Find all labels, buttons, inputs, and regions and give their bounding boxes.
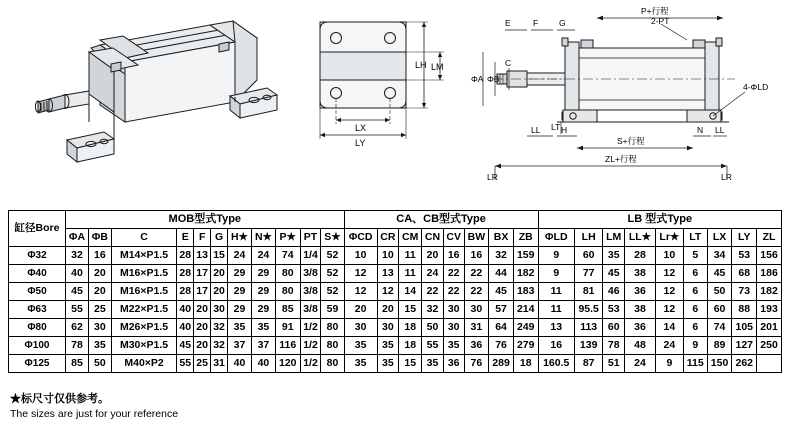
cell: 28 [624, 247, 655, 265]
dimension-table [8, 210, 782, 373]
cell: 85 [66, 355, 89, 373]
cell: 57 [489, 301, 514, 319]
cell: 30 [377, 319, 399, 337]
col-header-bx: BX [489, 229, 514, 247]
cell: 40 [251, 355, 275, 373]
table-row [9, 247, 782, 265]
table-row [9, 301, 782, 319]
cell: 36 [464, 337, 489, 355]
cell: 44 [489, 265, 514, 283]
cell: 16 [538, 337, 574, 355]
cell: 12 [655, 283, 683, 301]
cell: 201 [757, 319, 782, 337]
cell: 10 [344, 247, 377, 265]
col-header-phi-b: ΦB [88, 229, 111, 247]
cell: 13 [377, 265, 399, 283]
label-phi-b: ΦB [487, 74, 500, 84]
col-header-lx: LX [707, 229, 732, 247]
cell: 20 [211, 283, 228, 301]
cell: 35 [88, 337, 111, 355]
group-header-lb: LB 型式Type [538, 211, 781, 229]
cell: 17 [194, 265, 211, 283]
cell: 12 [655, 265, 683, 283]
col-header-f: F [194, 229, 211, 247]
cell: 32 [66, 247, 89, 265]
cell: 3/8 [300, 265, 321, 283]
cell: 17 [194, 283, 211, 301]
cell: 12 [377, 283, 399, 301]
cell: 80 [275, 283, 300, 301]
cell: 88 [732, 301, 757, 319]
cell: 60 [707, 301, 732, 319]
col-header-ll: LL★ [624, 229, 655, 247]
cell: 16 [464, 247, 489, 265]
table-row [9, 355, 782, 373]
cell: M26×P1.5 [111, 319, 177, 337]
cell: M14×P1.5 [111, 247, 177, 265]
cell: 262 [732, 355, 757, 373]
cell: 24 [422, 265, 444, 283]
cell: 22 [443, 265, 464, 283]
cell: 150 [707, 355, 732, 373]
cell: 60 [574, 247, 603, 265]
cell: 45 [66, 283, 89, 301]
cell: 50 [707, 283, 732, 301]
cell: 40 [227, 355, 251, 373]
col-header-cn: CN [422, 229, 444, 247]
specs-table [8, 210, 782, 373]
cell: 13 [538, 319, 574, 337]
cell: 81 [574, 283, 603, 301]
cell: 48 [624, 337, 655, 355]
cell: 116 [275, 337, 300, 355]
cell: 18 [399, 337, 422, 355]
cell: 38 [624, 301, 655, 319]
cell: 25 [88, 301, 111, 319]
cell: 9 [538, 265, 574, 283]
cell: 6 [683, 265, 707, 283]
label-g: G [559, 18, 566, 28]
cell: 45 [707, 265, 732, 283]
cell: 80 [321, 355, 344, 373]
cell: 45 [489, 283, 514, 301]
cell: 64 [489, 319, 514, 337]
label-e: E [505, 18, 511, 28]
cell: 34 [707, 247, 732, 265]
cell [757, 355, 782, 373]
col-header-zb: ZB [513, 229, 538, 247]
cell: 14 [399, 283, 422, 301]
cell: 3/8 [300, 301, 321, 319]
cell: 20 [422, 247, 444, 265]
col-header-cv: CV [443, 229, 464, 247]
cell: 24 [227, 247, 251, 265]
cell: 9 [683, 337, 707, 355]
col-header-ly: LY [732, 229, 757, 247]
cell: 78 [603, 337, 625, 355]
cell: 30 [464, 301, 489, 319]
cell: 76 [464, 355, 489, 373]
label-lh: LH [415, 60, 427, 70]
col-header-lt: LT [683, 229, 707, 247]
cell: 52 [321, 265, 344, 283]
table-group-header-row [9, 211, 782, 229]
col-header-p: P★ [275, 229, 300, 247]
label-4-phi-ld: 4-ΦLD [743, 82, 769, 92]
label-lr-left: LR [487, 172, 498, 182]
cell: 32 [422, 301, 444, 319]
label-zl-stroke: ZL+行程 [605, 154, 637, 164]
cell: 68 [732, 265, 757, 283]
cell: 28 [177, 283, 194, 301]
cell: 11 [538, 283, 574, 301]
cell: 78 [66, 337, 89, 355]
label-ll-right: LL [715, 125, 725, 135]
label-h: H [561, 125, 568, 135]
col-header-cr: CR [377, 229, 399, 247]
cell: M16×P1.5 [111, 283, 177, 301]
cell: 289 [489, 355, 514, 373]
cell: 183 [513, 283, 538, 301]
cell: 29 [251, 283, 275, 301]
cell: 12 [655, 301, 683, 319]
cell: 59 [321, 301, 344, 319]
cell: 22 [464, 283, 489, 301]
label-lx: LX [355, 123, 367, 133]
drawings-area [0, 0, 790, 205]
cell: 29 [251, 265, 275, 283]
col-header-h: H★ [227, 229, 251, 247]
cell: 113 [574, 319, 603, 337]
col-header-pt: PT [300, 229, 321, 247]
footnote [10, 392, 178, 422]
cell: 250 [757, 337, 782, 355]
cell: 35 [377, 337, 399, 355]
cell: 20 [211, 265, 228, 283]
cell: 32 [211, 319, 228, 337]
cell: 35 [422, 355, 444, 373]
label-lt: LT [551, 122, 561, 132]
cell: 105 [732, 319, 757, 337]
cell: 35 [344, 337, 377, 355]
label-phi-a: ΦA [471, 74, 484, 84]
cell: 53 [603, 301, 625, 319]
cell: 22 [464, 265, 489, 283]
table-body [9, 247, 782, 373]
cell: 16 [88, 247, 111, 265]
cell: 9 [655, 355, 683, 373]
cell: 30 [443, 319, 464, 337]
cell: 28 [177, 247, 194, 265]
cell: 45 [603, 265, 625, 283]
cell: 11 [538, 301, 574, 319]
cell: 35 [377, 355, 399, 373]
cell: 25 [194, 355, 211, 373]
cell: 12 [344, 265, 377, 283]
cell: 51 [603, 355, 625, 373]
cell: 1/2 [300, 355, 321, 373]
cell-bore: Φ80 [9, 319, 66, 337]
cell: 15 [211, 247, 228, 265]
cell: 11 [399, 265, 422, 283]
cell: 89 [707, 337, 732, 355]
cell: 186 [757, 265, 782, 283]
cell-bore: Φ100 [9, 337, 66, 355]
cell: 55 [177, 355, 194, 373]
cell: 85 [275, 301, 300, 319]
label-c: C [505, 58, 512, 68]
cell: 46 [603, 283, 625, 301]
table-row [9, 319, 782, 337]
cell: 40 [177, 319, 194, 337]
cell: 30 [211, 301, 228, 319]
label-lm: LM [431, 62, 444, 72]
cell-bore: Φ32 [9, 247, 66, 265]
table-row [9, 265, 782, 283]
cell: 214 [513, 301, 538, 319]
cell: 127 [732, 337, 757, 355]
label-ll-left: LL [531, 125, 541, 135]
cell-bore: Φ63 [9, 301, 66, 319]
cell: 18 [399, 319, 422, 337]
table-column-header-row [9, 229, 782, 247]
col-header-phi-ld: ΦLD [538, 229, 574, 247]
cell: 279 [513, 337, 538, 355]
cell: 20 [194, 301, 211, 319]
cell: 20 [88, 265, 111, 283]
cell: 20 [88, 283, 111, 301]
col-header-lr: Lr★ [655, 229, 683, 247]
cell: 24 [251, 247, 275, 265]
cell: 53 [732, 247, 757, 265]
col-header-zl: ZL [757, 229, 782, 247]
cell: 30 [88, 319, 111, 337]
table-row [9, 337, 782, 355]
cell: 30 [443, 301, 464, 319]
cell: 35 [251, 319, 275, 337]
cell: 5 [683, 247, 707, 265]
cell: 29 [227, 301, 251, 319]
cell: 20 [344, 301, 377, 319]
cell: M30×P1.5 [111, 337, 177, 355]
cell: 74 [275, 247, 300, 265]
cell: 35 [603, 247, 625, 265]
cell: 20 [194, 319, 211, 337]
cell: 10 [377, 247, 399, 265]
cell: 249 [513, 319, 538, 337]
cell: 24 [624, 355, 655, 373]
col-header-bw: BW [464, 229, 489, 247]
cell: 50 [88, 355, 111, 373]
cell: 31 [211, 355, 228, 373]
cell: 52 [321, 247, 344, 265]
cell: 193 [757, 301, 782, 319]
col-header-g: G [211, 229, 228, 247]
cell: 40 [177, 301, 194, 319]
cell: 15 [399, 355, 422, 373]
cell: 156 [757, 247, 782, 265]
cell: 36 [443, 355, 464, 373]
cell: 50 [422, 319, 444, 337]
cell: 36 [624, 319, 655, 337]
cell: M16×P1.5 [111, 265, 177, 283]
cell: 80 [321, 319, 344, 337]
label-2pt: 2-PT [651, 16, 670, 26]
cell: M22×P1.5 [111, 301, 177, 319]
cell: 115 [683, 355, 707, 373]
col-header-bore: 缸径Bore [9, 211, 66, 247]
cell: 95.5 [574, 301, 603, 319]
cell: 29 [251, 301, 275, 319]
cell: 60 [603, 319, 625, 337]
label-s-stroke: S+行程 [617, 136, 645, 146]
cell: 80 [275, 265, 300, 283]
front-square-flange-view [290, 0, 455, 205]
cell: 76 [489, 337, 514, 355]
cell: 29 [227, 265, 251, 283]
cell: 77 [574, 265, 603, 283]
cell: 28 [177, 265, 194, 283]
cell: 3/8 [300, 283, 321, 301]
cell: 32 [489, 247, 514, 265]
cell: 12 [344, 283, 377, 301]
cell: 37 [227, 337, 251, 355]
label-n: N [697, 125, 704, 135]
cell: 15 [399, 301, 422, 319]
cell: 80 [321, 337, 344, 355]
cell: 1/2 [300, 319, 321, 337]
col-header-lm: LM [603, 229, 625, 247]
cell-bore: Φ125 [9, 355, 66, 373]
label-ly: LY [355, 138, 366, 148]
cell: 73 [732, 283, 757, 301]
cell: 91 [275, 319, 300, 337]
cell: 6 [683, 301, 707, 319]
col-header-c: C [111, 229, 177, 247]
cell: 159 [513, 247, 538, 265]
cell: 45 [177, 337, 194, 355]
cell: 14 [655, 319, 683, 337]
cell: 20 [194, 337, 211, 355]
label-f: F [533, 18, 539, 28]
cell: 13 [194, 247, 211, 265]
footnote-line-cn: ★标尺寸仅供参考。 [10, 393, 109, 405]
cell: 35 [344, 355, 377, 373]
cell: 24 [655, 337, 683, 355]
cell: 36 [624, 283, 655, 301]
cell: 38 [624, 265, 655, 283]
cell: 1/4 [300, 247, 321, 265]
group-header-ca-cb: CA、CB型式Type [344, 211, 538, 229]
cell: 55 [66, 301, 89, 319]
table-row [9, 283, 782, 301]
cell: 182 [757, 283, 782, 301]
cell: 9 [538, 247, 574, 265]
cell: 120 [275, 355, 300, 373]
cell: 55 [422, 337, 444, 355]
cell: 37 [251, 337, 275, 355]
cell-bore: Φ40 [9, 265, 66, 283]
cell: 6 [683, 283, 707, 301]
col-header-phi-cd: ΦCD [344, 229, 377, 247]
col-header-lh: LH [574, 229, 603, 247]
cell: 87 [574, 355, 603, 373]
cell: 52 [321, 283, 344, 301]
cell: 30 [344, 319, 377, 337]
cell: 10 [655, 247, 683, 265]
cell: 16 [443, 247, 464, 265]
cell: 29 [227, 283, 251, 301]
cell: 22 [443, 283, 464, 301]
col-header-phi-a: ΦA [66, 229, 89, 247]
cell: 20 [377, 301, 399, 319]
cell: 6 [683, 319, 707, 337]
label-p-stroke: P+行程 [641, 6, 669, 16]
cell: 32 [211, 337, 228, 355]
dimensioned-side-elevation [465, 0, 785, 205]
cell: 139 [574, 337, 603, 355]
cell: 18 [513, 355, 538, 373]
cell: 1/2 [300, 337, 321, 355]
cell: 40 [66, 265, 89, 283]
label-lr-right: LR [721, 172, 732, 182]
cell: 31 [464, 319, 489, 337]
col-header-s: S★ [321, 229, 344, 247]
group-header-mob: MOB型式Type [66, 211, 345, 229]
cell: 35 [443, 337, 464, 355]
cell: 182 [513, 265, 538, 283]
cell-bore: Φ50 [9, 283, 66, 301]
cell: 22 [422, 283, 444, 301]
col-header-cm: CM [399, 229, 422, 247]
cell: 35 [227, 319, 251, 337]
col-header-n: N★ [251, 229, 275, 247]
footnote-line-en: The sizes are just for your reference [10, 408, 179, 420]
cell: 62 [66, 319, 89, 337]
cell: 160.5 [538, 355, 574, 373]
col-header-e: E [177, 229, 194, 247]
cell: M40×P2 [111, 355, 177, 373]
cell: 11 [399, 247, 422, 265]
isometric-cylinder-with-foot-mount [5, 0, 285, 205]
cell: 74 [707, 319, 732, 337]
